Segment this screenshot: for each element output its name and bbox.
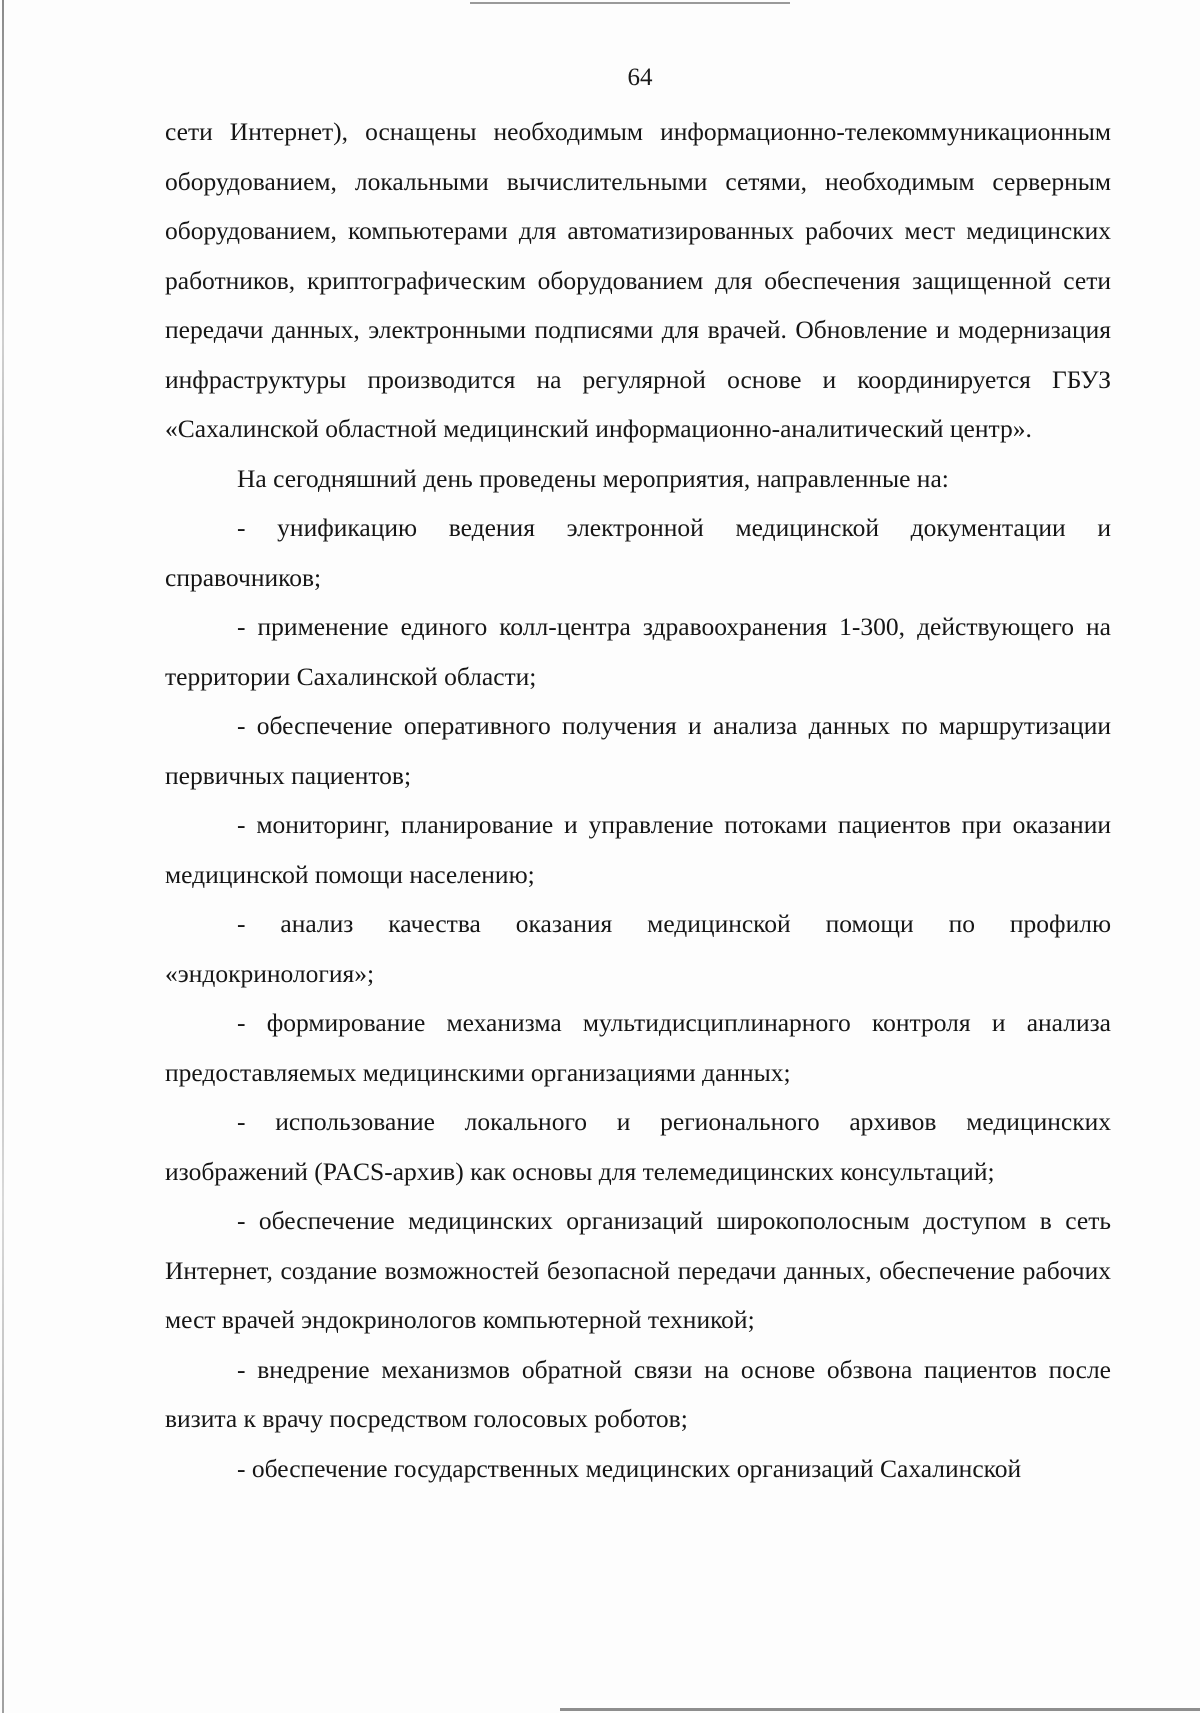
list-item: - использование локального и регионального архивов медицинских изображений (PACS-архив) как основы для телемедицинских консультаций; xyxy=(165,1107,1111,1186)
list-item: - формирование механизма мультидисциплинарного контроля и анализа предоставляемых медицинскими организациями данных; xyxy=(165,1008,1111,1087)
list-item: - обеспечение оперативного получения и анализа данных по маршрутизации первичных пациентов; xyxy=(165,711,1111,790)
list-item: - обеспечение государственных медицинских организаций Сахалинской xyxy=(237,1453,1022,1483)
list-item: - внедрение механизмов обратной связи на основе обзвона пациентов после визита к врачу посредством голосовых роботов; xyxy=(165,1354,1111,1433)
list-item: - мониторинг, планирование и управление потоками пациентов при оказании медицинской помощи населению; xyxy=(165,810,1111,889)
scan-edge-top xyxy=(470,2,790,4)
scan-edge-left xyxy=(2,0,4,1713)
list-item: - обеспечение медицинских организаций широкополосным доступом в сеть Интернет, создание возможностей безопасной передачи данных, обеспечение рабочих мест врачей эндокринологов компьютерной техникой; xyxy=(165,1206,1111,1334)
page-number: 64 xyxy=(627,64,653,91)
body-text xyxy=(165,107,1111,1493)
list-item: - унификацию ведения электронной медицинской документации и справочников; xyxy=(165,513,1111,592)
list-item: - применение единого колл-центра здравоохранения 1-300, действующего на территории Сахалинской области; xyxy=(165,612,1111,691)
scan-edge-bottom xyxy=(560,1708,1200,1711)
list-item: - анализ качества оказания медицинской помощи по профилю «эндокринология»; xyxy=(165,909,1111,988)
paragraph-continuation: сети Интернет), оснащены необходимым информационно-телекоммуникационным оборудованием, локальными вычислительными сетями, необходимым серверным оборудованием, компьютерами для автоматизированных рабочих мест медицинских работников, криптографическим оборудованием для обеспечения защищенной сети передачи данных, электронными подписями для врачей. Обновление и модернизация инфраструктуры производится на регулярной основе и координируется ГБУЗ «Сахалинской областной медицинский информационно-аналитический центр». xyxy=(165,117,1111,443)
paragraph-intro: На сегодняшний день проведены мероприятия, направленные на: xyxy=(237,463,949,493)
